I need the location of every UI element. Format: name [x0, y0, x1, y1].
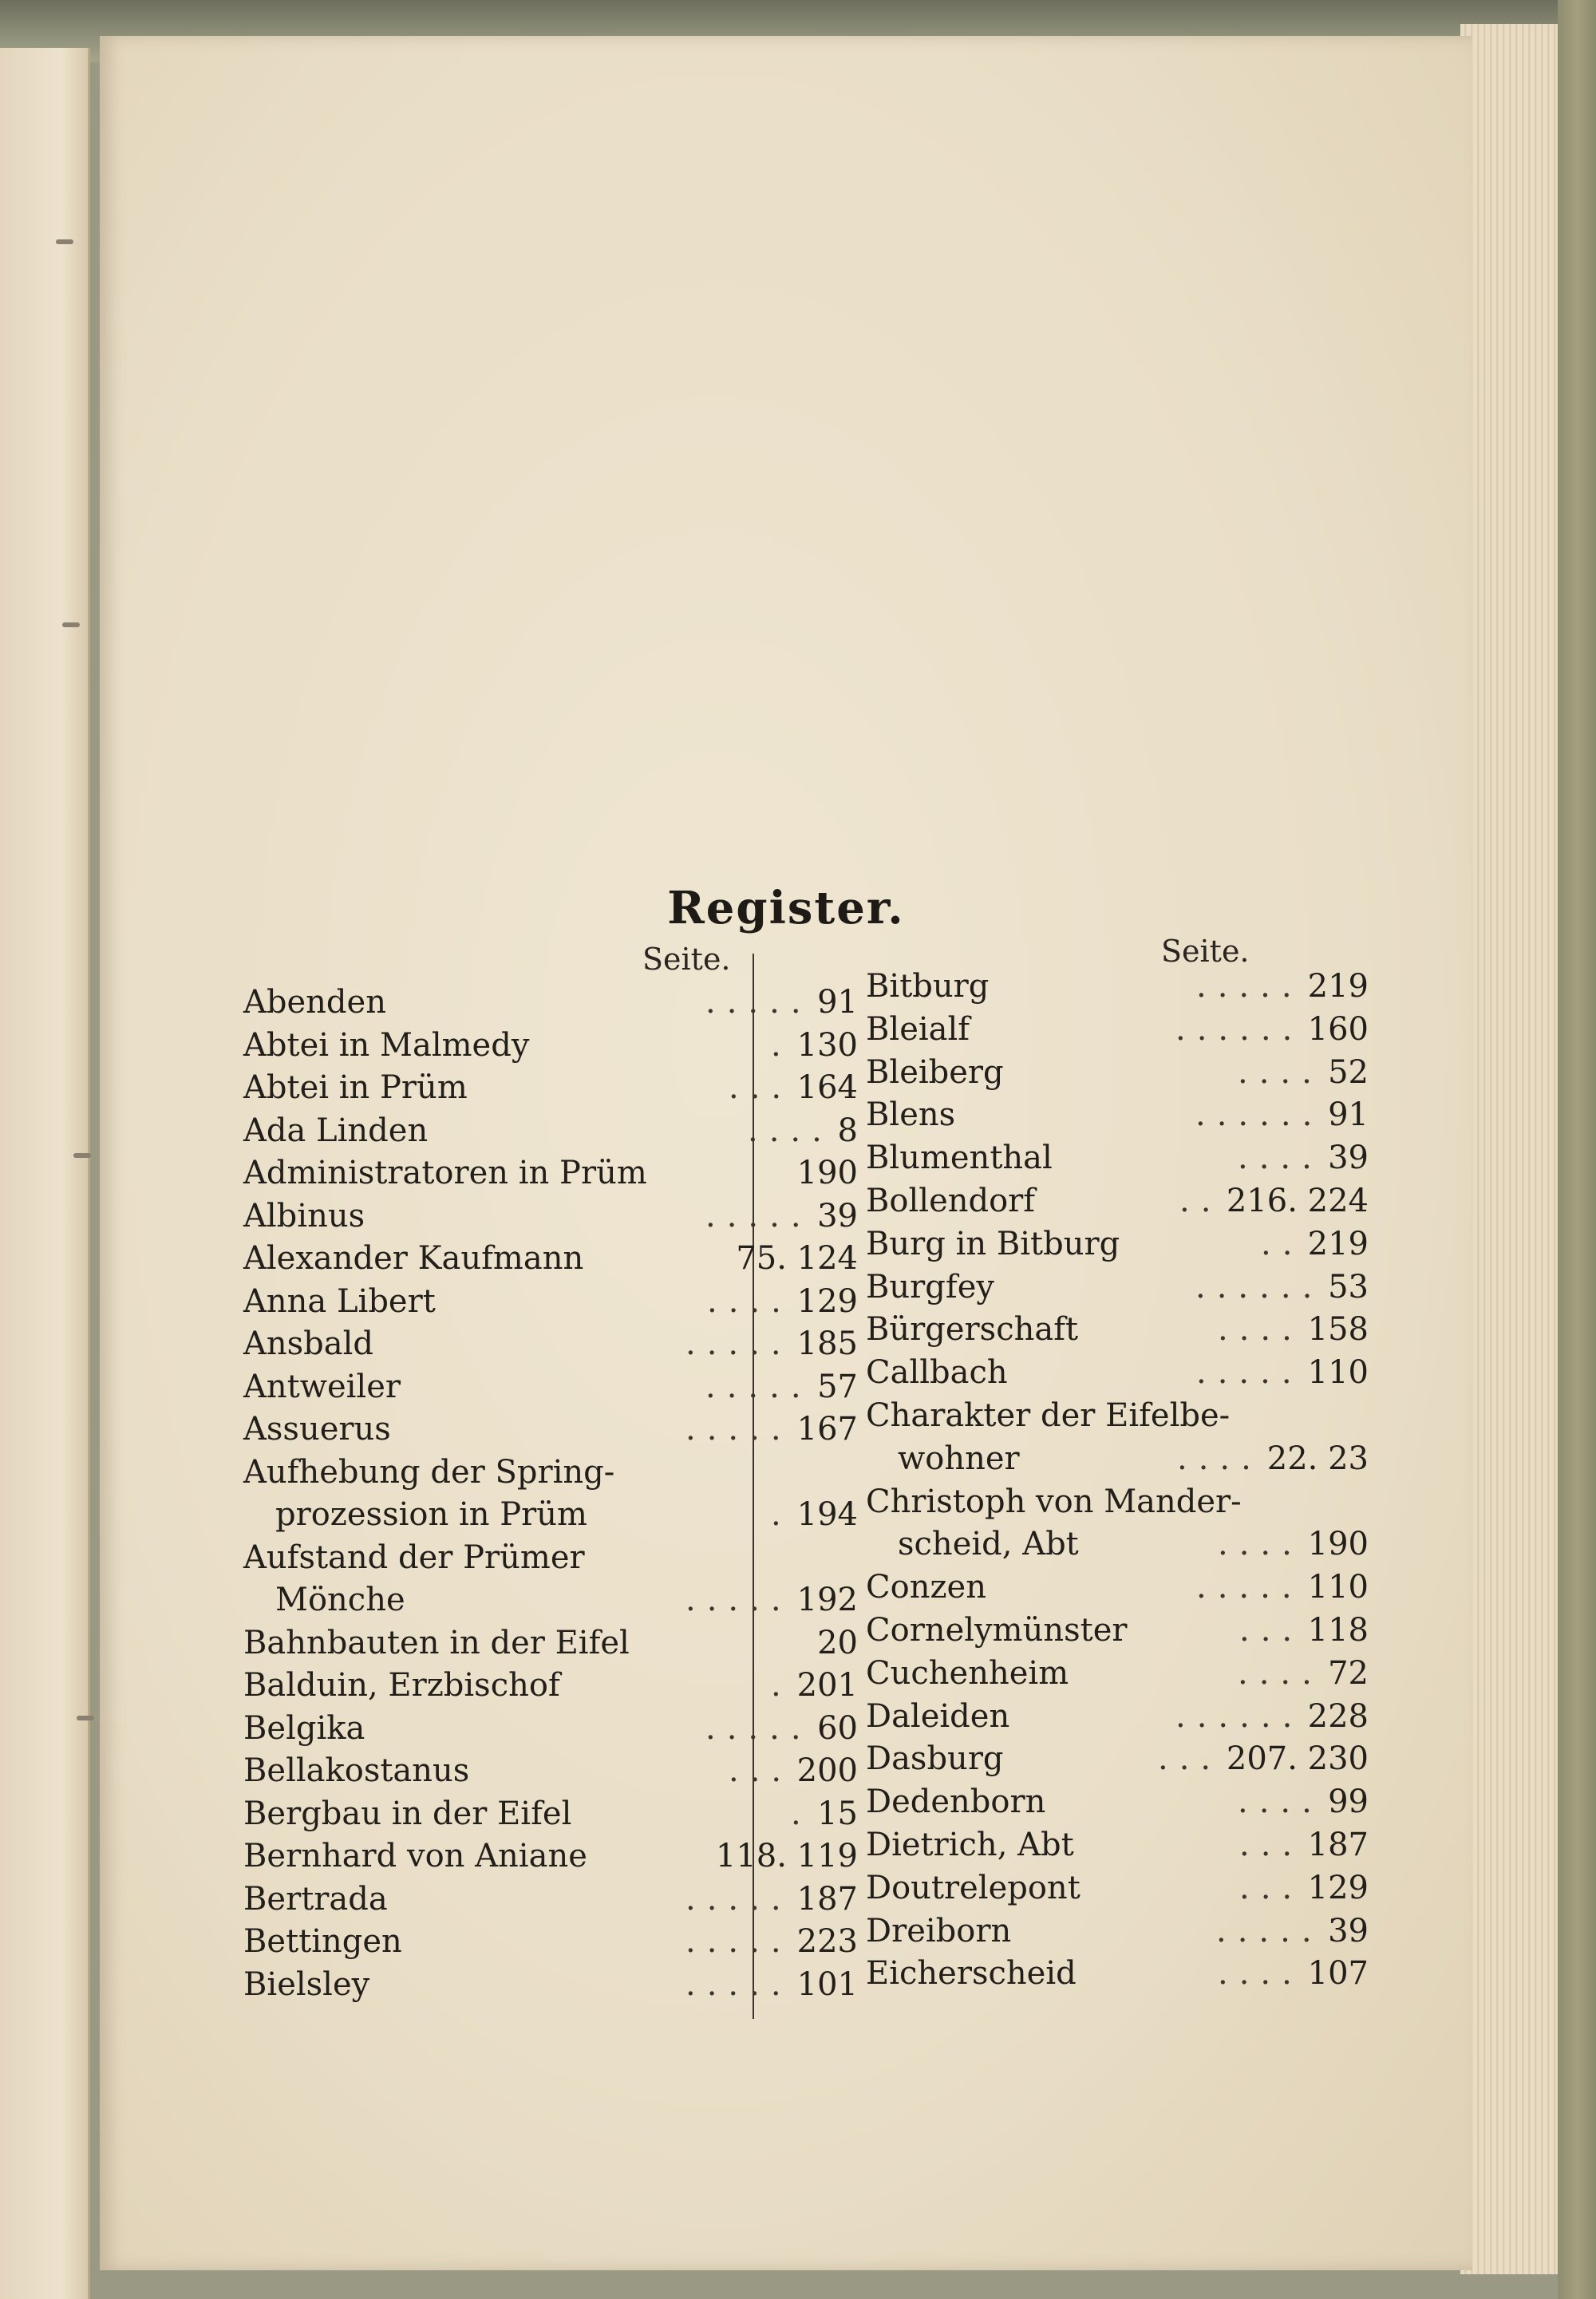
- index-entry-pages: 223: [796, 1923, 858, 1960]
- leader-dots: .....: [685, 1411, 792, 1448]
- index-entry: [243, 1665, 858, 1708]
- leader-dots: ...: [729, 1069, 793, 1106]
- index-entry-pages: 110: [1307, 1569, 1369, 1606]
- leader-dots: ....: [1238, 1140, 1323, 1177]
- index-entry: [243, 1494, 858, 1537]
- index-entry-pages: 101: [796, 1965, 858, 2003]
- leader-dots: .....: [1196, 968, 1303, 1005]
- index-entry: [866, 1781, 1369, 1824]
- index-entry-name: Assuerus: [243, 1411, 391, 1448]
- index-entry: [866, 1094, 1369, 1137]
- index-entry-pages: 15: [817, 1795, 858, 1832]
- index-entry: [866, 1653, 1369, 1696]
- leader-dots: ......: [1175, 1697, 1304, 1735]
- index-entry-name: Bernhard von Aniane: [243, 1838, 587, 1874]
- index-entry: [243, 1537, 858, 1580]
- index-entry-pages: 190: [1307, 1526, 1369, 1563]
- index-entry-name: Bleiberg: [866, 1053, 1004, 1091]
- index-entry-pages: 53: [1328, 1268, 1369, 1306]
- index-entry-pages: 99: [1328, 1784, 1369, 1821]
- index-entry: [243, 1964, 858, 2007]
- index-entry-name: Alexander Kaufmann: [243, 1240, 584, 1277]
- index-entry: [243, 1921, 858, 1964]
- index-entry-name: Christoph von Mander-: [866, 1483, 1242, 1520]
- leader-dots: ....: [1238, 1053, 1323, 1091]
- leader-dots: ......: [1195, 1268, 1324, 1306]
- leader-dots: .....: [705, 984, 812, 1021]
- leader-dots: ....: [1177, 1440, 1262, 1477]
- index-entry: [866, 1352, 1369, 1395]
- leader-dots: ....: [748, 1112, 833, 1149]
- index-entry-pages: 91: [1328, 1096, 1369, 1134]
- book-cover-right-edge: [1558, 0, 1596, 2299]
- index-entry-pages: 201: [796, 1667, 858, 1704]
- index-entry-pages: 129: [796, 1282, 858, 1320]
- index-entry-name: Charakter der Eifelbe-: [866, 1396, 1231, 1434]
- leader-dots: ...: [729, 1752, 793, 1789]
- left-column-header: Seite.: [642, 942, 731, 977]
- leader-dots: ....: [1238, 1654, 1323, 1692]
- leader-dots: ....: [1238, 1784, 1323, 1821]
- index-entry-pages: 200: [796, 1752, 858, 1789]
- index-entry-name: Abtei in Malmedy: [243, 1026, 530, 1064]
- index-entry-pages: 110: [1307, 1354, 1369, 1392]
- leader-dots: ...: [1158, 1740, 1223, 1778]
- index-entry-name: Cornelymünster: [866, 1611, 1128, 1649]
- index-entry: [243, 1025, 858, 1068]
- index-entry: [866, 1009, 1369, 1052]
- index-entry-name: Burg in Bitburg: [866, 1225, 1120, 1262]
- leader-dots: .....: [705, 1709, 812, 1747]
- index-entry-name: Bahnbauten in der Eifel: [243, 1624, 630, 1661]
- index-entry: [243, 1708, 858, 1751]
- leader-dots: .: [791, 1795, 812, 1832]
- index-entry-name: Balduin, Erzbischof: [243, 1667, 560, 1704]
- index-entry-name: Ada Linden: [243, 1112, 429, 1149]
- binding-stitch: [73, 1153, 91, 1158]
- index-entry-name: Bergbau in der Eifel: [243, 1795, 572, 1832]
- index-entry-pages: 167: [796, 1411, 858, 1448]
- index-entry: [866, 1824, 1369, 1867]
- index-entry-pages: 107: [1307, 1955, 1369, 1993]
- index-entry-pages: 118: [1307, 1611, 1369, 1649]
- index-entry-pages: 20: [817, 1624, 858, 1661]
- index-entry-pages: 192: [796, 1582, 858, 1618]
- index-entry-pages: 129: [1307, 1869, 1369, 1906]
- index-entry: [866, 1180, 1369, 1223]
- index-entry-name: Mönche: [275, 1582, 405, 1618]
- index-entry-pages: 22. 23: [1266, 1440, 1369, 1477]
- index-entry-name: Burgfey: [866, 1268, 994, 1306]
- index-entry-pages: 158: [1307, 1311, 1369, 1349]
- page-stack-edge: [1460, 24, 1559, 2274]
- leader-dots: .....: [1196, 1354, 1303, 1392]
- leader-dots: ...: [1239, 1611, 1304, 1649]
- index-entry-pages: 207. 230: [1226, 1740, 1369, 1778]
- index-entry-name: Albinus: [243, 1197, 365, 1234]
- leader-dots: ..: [1179, 1182, 1223, 1219]
- leader-dots: .....: [705, 1197, 812, 1234]
- index-entry: [243, 1110, 858, 1153]
- leader-dots: .: [771, 1026, 792, 1064]
- leader-dots: .....: [685, 1325, 792, 1362]
- index-entry: [866, 966, 1369, 1009]
- leader-dots: .....: [1196, 1569, 1303, 1606]
- index-entry-pages: 72: [1328, 1654, 1369, 1692]
- index-entry: [866, 1052, 1369, 1095]
- index-entry: [866, 1438, 1369, 1481]
- leader-dots: ..: [1261, 1225, 1304, 1262]
- index-entry-name: Callbach: [866, 1354, 1008, 1392]
- leader-dots: .....: [685, 1965, 792, 2003]
- leader-dots: ....: [1218, 1526, 1303, 1563]
- left-index-column: [243, 982, 858, 2006]
- register-page: [100, 36, 1472, 2270]
- leader-dots: .: [771, 1667, 792, 1704]
- index-entry-name: Blens: [866, 1096, 956, 1134]
- index-entry: [866, 1910, 1369, 1953]
- index-entry-name: Dasburg: [866, 1740, 1004, 1778]
- index-entry-pages: 216. 224: [1226, 1182, 1369, 1219]
- index-entry: [866, 1137, 1369, 1180]
- leader-dots: ...: [1239, 1869, 1304, 1906]
- index-entry: [243, 1238, 858, 1281]
- index-entry-name: Dietrich, Abt: [866, 1826, 1074, 1863]
- index-entry-pages: 219: [1307, 968, 1369, 1005]
- binding-stitch: [56, 239, 73, 244]
- index-entry-pages: 39: [1328, 1140, 1369, 1177]
- index-entry-name: Bleialf: [866, 1010, 970, 1048]
- index-entry-name: Bürgerschaft: [866, 1311, 1079, 1349]
- index-entry: [243, 1835, 858, 1878]
- index-entry-name: Bettingen: [243, 1923, 402, 1960]
- index-entry: [866, 1738, 1369, 1781]
- index-entry: [866, 1610, 1369, 1653]
- index-entry: [243, 1323, 858, 1366]
- index-entry-pages: 187: [1307, 1826, 1369, 1863]
- leader-dots: .....: [685, 1923, 792, 1960]
- index-entry-name: Dreiborn: [866, 1912, 1012, 1949]
- index-entry-name: Eicherscheid: [866, 1955, 1077, 1993]
- index-entry: [243, 982, 858, 1025]
- index-entry-name: Ansbald: [243, 1325, 374, 1362]
- index-entry-name: Abtei in Prüm: [243, 1069, 468, 1106]
- index-entry: [243, 1579, 858, 1622]
- index-entry-name: Bertrada: [243, 1880, 388, 1918]
- binding-stitch: [62, 622, 80, 627]
- index-entry-name: Anna Libert: [243, 1282, 436, 1320]
- index-entry: [866, 1867, 1369, 1910]
- index-entry: [243, 1366, 858, 1409]
- index-entry-name: Abenden: [243, 984, 386, 1021]
- index-entry-pages: 160: [1307, 1010, 1369, 1048]
- leader-dots: .....: [1216, 1912, 1323, 1949]
- index-entry-name: scheid, Abt: [898, 1526, 1079, 1563]
- index-entry: [866, 1395, 1369, 1438]
- leader-dots: .....: [685, 1880, 792, 1918]
- index-entry: [243, 1408, 858, 1452]
- index-entry-pages: 130: [796, 1026, 858, 1064]
- index-entry-name: Bellakostanus: [243, 1752, 470, 1789]
- right-column-header: Seite.: [1161, 934, 1250, 969]
- index-entry: [243, 1793, 858, 1836]
- leader-dots: ......: [1195, 1096, 1324, 1134]
- index-entry: [243, 1452, 858, 1495]
- index-entry-name: Blumenthal: [866, 1140, 1053, 1177]
- index-entry: [866, 1523, 1369, 1566]
- index-entry: [866, 1481, 1369, 1524]
- index-entry-pages: 39: [1328, 1912, 1369, 1949]
- facing-page-edge: [0, 48, 90, 2299]
- leader-dots: ....: [1218, 1955, 1303, 1993]
- index-entry-pages: 194: [796, 1496, 858, 1533]
- leader-dots: .....: [705, 1368, 812, 1405]
- leader-dots: .: [771, 1496, 792, 1533]
- index-entry-pages: 52: [1328, 1053, 1369, 1091]
- index-entry-pages: 164: [796, 1069, 858, 1106]
- index-entry-pages: 190: [796, 1155, 858, 1191]
- leader-dots: .....: [685, 1582, 792, 1618]
- index-entry-pages: 228: [1307, 1697, 1369, 1735]
- index-entry-name: Cuchenheim: [866, 1654, 1069, 1692]
- index-entry: [243, 1152, 858, 1195]
- index-entry: [243, 1281, 858, 1324]
- index-entry-name: Doutrelepont: [866, 1869, 1080, 1906]
- index-entry: [866, 1566, 1369, 1610]
- index-entry: [243, 1067, 858, 1110]
- index-entry-name: Bollendorf: [866, 1182, 1036, 1219]
- index-entry-name: wohner: [898, 1440, 1020, 1477]
- index-entry-name: prozession in Prüm: [275, 1496, 587, 1533]
- leader-dots: ......: [1175, 1010, 1304, 1048]
- leader-dots: ....: [1218, 1311, 1303, 1349]
- index-entry-name: Bielsley: [243, 1965, 370, 2003]
- index-entry-pages: 75. 124: [736, 1240, 858, 1277]
- index-entry-name: Aufstand der Prümer: [243, 1539, 585, 1576]
- index-entry-name: Bitburg: [866, 968, 990, 1005]
- index-entry: [866, 1953, 1369, 1996]
- index-entry-name: Belgika: [243, 1709, 365, 1747]
- index-entry-pages: 185: [796, 1325, 858, 1362]
- index-entry-pages: 57: [817, 1368, 858, 1405]
- right-index-column: [866, 966, 1369, 1996]
- index-entry-name: Dedenborn: [866, 1784, 1046, 1821]
- index-entry: [866, 1223, 1369, 1266]
- index-entry: [243, 1878, 858, 1922]
- index-entry: [866, 1266, 1369, 1309]
- index-entry-pages: 39: [817, 1197, 858, 1234]
- index-entry-pages: 91: [817, 984, 858, 1021]
- index-entry-pages: 219: [1307, 1225, 1369, 1262]
- index-entry: [866, 1309, 1369, 1352]
- index-entry-pages: 187: [796, 1880, 858, 1918]
- index-entry-name: Daleiden: [866, 1697, 1010, 1735]
- leader-dots: ...: [1239, 1826, 1304, 1863]
- page-title: Register.: [667, 882, 905, 934]
- index-entry-pages: 60: [817, 1709, 858, 1747]
- binding-stitch: [77, 1716, 94, 1720]
- index-entry-name: Conzen: [866, 1569, 986, 1606]
- index-entry: [243, 1622, 858, 1665]
- index-entry-name: Administratoren in Prüm: [243, 1155, 647, 1191]
- index-entry-pages: 118. 119: [715, 1838, 858, 1874]
- index-entry: [866, 1696, 1369, 1739]
- leader-dots: ....: [707, 1282, 792, 1320]
- index-entry-name: Aufhebung der Spring-: [243, 1453, 615, 1491]
- index-entry: [243, 1195, 858, 1238]
- index-entry-name: Antweiler: [243, 1368, 401, 1405]
- index-entry-pages: 8: [837, 1112, 858, 1149]
- index-entry: [243, 1750, 858, 1793]
